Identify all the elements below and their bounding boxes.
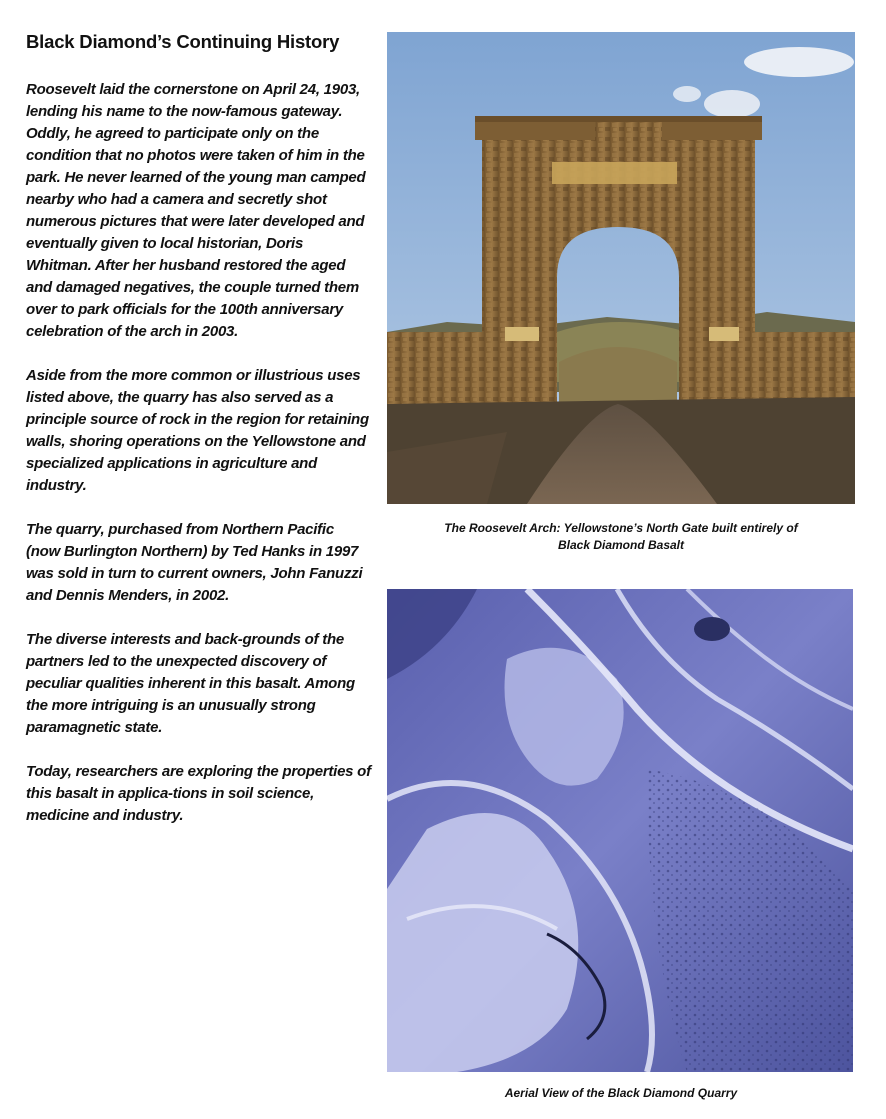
roosevelt-arch-photo xyxy=(387,32,855,504)
aerial-quarry-photo xyxy=(387,589,853,1072)
aerial-caption xyxy=(400,1085,842,1102)
arch-caption xyxy=(400,520,842,554)
body-text xyxy=(26,79,371,849)
aerial-caption-line-1: Aerial View of the Black Diamond Quarry xyxy=(504,1086,738,1100)
page-title: Black Diamond’s Continuing History xyxy=(26,31,340,52)
aerial-quarry-illustration xyxy=(387,589,853,1072)
paragraph-ownership: The quarry, purchased from Northern Pacific (now Burlington Northern) by Ted Hanks in 1997 was sold in turn to current owners, John Fanuzzi and Dennis Menders, in 2002. xyxy=(26,521,363,604)
paragraph-discovery: The diverse interests and back-grounds of the partners led to the unexpected discovery of peculiar qualities inherent in this basalt. Among the more intriguing is an unusually strong paramagnetic state. xyxy=(26,631,355,736)
paragraph-quarry-uses: Aside from the more common or illustrious uses listed above, the quarry has also served as a principle source of rock in the region for retaining walls, shoring operations on the Yellowstone and specialized applications in agriculture and industry. xyxy=(26,367,369,494)
roosevelt-arch-illustration xyxy=(387,32,855,504)
arch-caption-line-2: Black Diamond Basalt xyxy=(557,538,685,552)
arch-caption-line-1: The Roosevelt Arch: Yellowstone’s North Gate built entirely of xyxy=(444,521,798,535)
paragraph-research: Today, researchers are exploring the properties of this basalt in applica-tions in soil science, medicine and industry. xyxy=(26,763,371,824)
paragraph-roosevelt: Roosevelt laid the cornerstone on April 24, 1903, lending his name to the now-famous gateway. Oddly, he agreed to participate only on the condition that no photos were taken of him in the park. He never learned of the young man camped nearby who had a camera and secretly shot numerous pictures that were later developed and eventually given to local historian, Doris Whitman. After her husband restored the aged and damaged negatives, the couple turned them over to park officials for the 100th anniversary celebration of the arch in 2003. xyxy=(26,81,366,340)
